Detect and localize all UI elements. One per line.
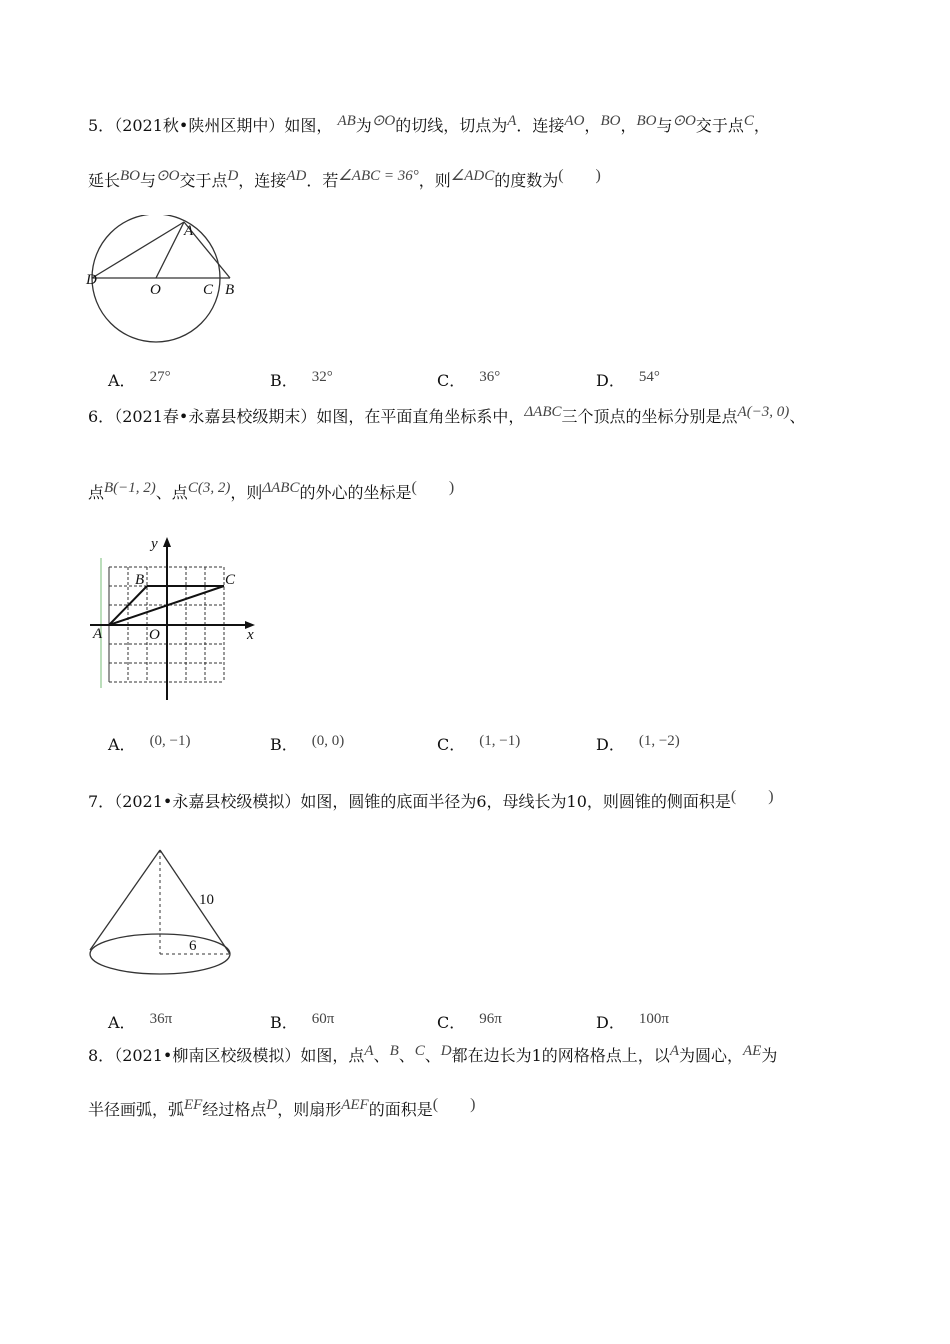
answer-paren: ( )	[558, 167, 601, 184]
label-c: C	[203, 282, 214, 298]
question-number: 8．	[88, 1046, 115, 1065]
question-source: （2021春•永嘉县校级期末）	[114, 407, 317, 426]
answer-paren: ( )	[411, 479, 455, 496]
q6-figure	[85, 530, 265, 702]
q7-option-b[interactable]: B． 60π	[270, 1011, 335, 1032]
q7-option-a[interactable]: A． 36π	[108, 1011, 173, 1032]
cone-left-edge	[90, 850, 160, 950]
label-x: x	[247, 627, 254, 643]
label-radius: 6	[189, 938, 197, 954]
q6-line2: 点B(−1, 2)、点C(3, 2)，则ΔABC的外心的坐标是( )	[88, 479, 455, 502]
question-source: （2021•柳南区校级模拟）	[114, 1046, 301, 1065]
label-b: B	[135, 572, 145, 588]
q7-figure	[85, 840, 245, 980]
label-a: A	[93, 626, 103, 642]
y-axis-arrow	[163, 537, 171, 547]
q5-line1: 5．（2021秋•陕州区期中）如图， AB为⊙O的切线，切点为A．连接AO，BO，BO与⊙O交于点C，	[88, 113, 770, 135]
answer-paren: ( )	[730, 788, 774, 805]
q7-option-d[interactable]: D． 100π	[596, 1011, 669, 1032]
q6-line1: 6．（2021春•永嘉县校级期末）如图，在平面直角坐标系中，ΔABC三个顶点的坐标分别是点A(−3, 0)、	[88, 404, 806, 426]
question-number: 7．	[88, 792, 115, 811]
q5-line2: 延长BO与⊙O交于点D，连接AD．若∠ABC = 36°，则∠ADC的度数为( )	[88, 167, 601, 190]
label-d: D	[86, 272, 97, 288]
label-o: O	[150, 282, 161, 298]
q5-figure	[80, 215, 260, 355]
q7-line1: 7．（2021•永嘉县校级模拟）如图，圆锥的底面半径为6，母线长为10，则圆锥的侧面积是( )	[88, 788, 774, 811]
question-source: （2021•永嘉县校级模拟）	[114, 792, 301, 811]
q5-option-a[interactable]: A． 27°	[108, 369, 171, 390]
question-source: （2021秋•陕州区期中）	[114, 116, 285, 135]
q7-option-c[interactable]: C． 96π	[437, 1011, 502, 1032]
answer-paren: ( )	[432, 1096, 476, 1113]
q8-line1: 8．（2021•柳南区校级模拟）如图，点A、B、C、D都在边长为1的网格格点上，以A为圆心，AE为	[88, 1043, 778, 1065]
q6-option-a[interactable]: A． (0, −1)	[108, 733, 191, 754]
label-y: y	[151, 536, 158, 552]
label-b: B	[225, 282, 235, 298]
q5-option-c[interactable]: C． 36°	[437, 369, 501, 390]
label-c: C	[225, 572, 236, 588]
label-o: O	[149, 627, 160, 643]
q6-option-b[interactable]: B． (0, 0)	[270, 733, 345, 754]
q8-line2: 半径画弧，弧EF经过格点D，则扇形AEF的面积是( )	[88, 1096, 476, 1119]
label-slant: 10	[199, 892, 214, 908]
q6-option-c[interactable]: C． (1, −1)	[437, 733, 521, 754]
q5-option-b[interactable]: B． 32°	[270, 369, 333, 390]
question-number: 6．	[88, 407, 115, 426]
label-a: A	[184, 223, 194, 239]
q5-option-d[interactable]: D． 54°	[596, 369, 660, 390]
question-number: 5．	[88, 116, 115, 135]
q6-option-d[interactable]: D． (1, −2)	[596, 733, 680, 754]
